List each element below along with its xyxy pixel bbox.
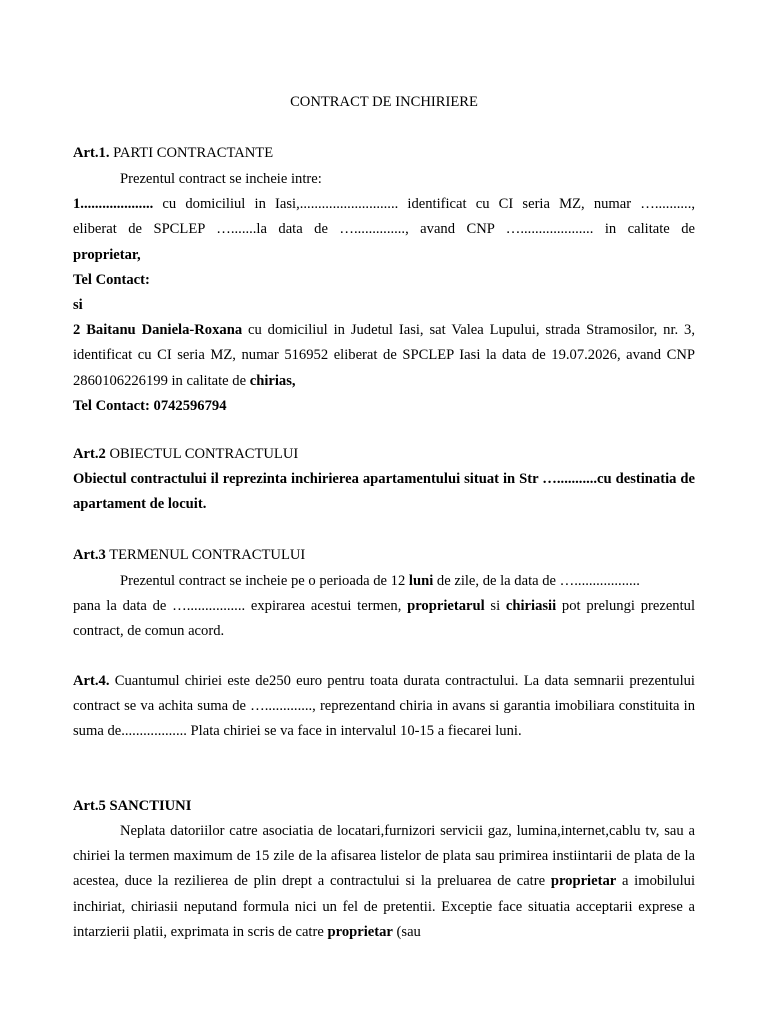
art1-heading-text: PARTI CONTRACTANTE [109, 145, 274, 161]
party1-number: 1.................... [73, 196, 154, 213]
party1-tel-text: Tel Contact: [73, 271, 150, 288]
art2-section [73, 443, 695, 517]
parties-connector [73, 293, 695, 318]
party2-name: Baitanu Daniela-Roxana [86, 322, 243, 339]
art4-heading-number: Art.4. [73, 673, 110, 689]
art1-heading [73, 142, 695, 164]
art3-heading-text: TERMENUL CONTRACTULUI [105, 547, 306, 563]
art3-line2-mid: si [484, 598, 506, 615]
party1-line1 [73, 192, 695, 217]
party2-tel-text: Tel Contact: 0742596794 [73, 397, 227, 414]
party2-details: cu domiciliul in Judetul Iasi, sat Valea Lupului, strada Stramosilor, nr. 3, identificat cu CI seria MZ, numar 516952 eliberat de SPCLEP Iasi la data de 19.07.2026, avand CNP 2860106226199 in calitate de [73, 322, 696, 389]
art4-section [73, 669, 695, 745]
party2-role: chirias, [249, 372, 296, 389]
document-title: CONTRACT DE INCHIRIERE [290, 94, 478, 110]
art3-section [73, 544, 695, 645]
art5-section [73, 795, 695, 945]
art2-heading [73, 443, 695, 465]
art3-line1-b: de zile, de la data de ….................. [433, 573, 640, 589]
art3-line2 [73, 594, 695, 644]
art4-body-text: Cuantumul chiriei este de250 euro pentru toata durata contractului. La data semnarii prezentului contract se va achita suma de …............., reprezentand chiria in avans si garantia imobiliara constituita in suma de.................. Plata chiriei se va face in intervalul 10-15 a fiecarei luni. [73, 673, 695, 740]
art3-tenants: chiriasii [505, 598, 557, 615]
art3-heading [73, 544, 695, 566]
art1-heading-number: Art.1. [73, 145, 110, 161]
art3-heading-number: Art.3 [73, 547, 106, 563]
art3-line1 [73, 569, 695, 594]
art2-body-text: Obiectul contractului il reprezinta inchirierea apartamentului situat in Str …...........cu destinatia de apartament de locuit. [73, 471, 695, 513]
art1-intro: Prezentul contract se incheie intre: [120, 171, 322, 187]
party1-role-text: proprietar, [73, 246, 141, 263]
art3-line1-a: Prezentul contract se incheie pe o perioada de 12 [120, 573, 409, 589]
party2-paragraph [73, 318, 695, 394]
party1-details: cu domiciliul in Iasi,........................... identificat cu CI seria MZ, numar ….........., [153, 196, 695, 213]
party2-tel [73, 394, 695, 419]
art5-body [73, 819, 695, 945]
art5-text-c: (sau [392, 923, 421, 940]
party1-line2: eliberat de SPCLEP ….......la data de ….............., avand CNP ….................... in calitate de [73, 221, 695, 238]
art3-owner: proprietarul [407, 598, 485, 615]
parties-connector-text: si [73, 297, 83, 314]
art5-heading-text: SANCTIUNI [105, 798, 192, 814]
art2-heading-text: OBIECTUL CONTRACTULUI [105, 446, 299, 462]
party1-role [73, 243, 695, 268]
art4-body [73, 669, 695, 745]
art5-text-a: Neplata datoriilor catre asociatia de locatari,furnizori servicii gaz, lumina,internet,cablu tv, sau a chiriei la termen maximum de 15 zile de la afisarea listelor de plata sau primirea instiintarii de plata de la acestea, duce la rezilierea de plin drept a contractului si la preluarea de catre [73, 823, 695, 890]
art1-section [73, 142, 695, 419]
art5-heading [73, 795, 695, 817]
art3-line2-a: pana la data de …................ expirarea acestui termen, [73, 598, 408, 615]
art3-line1-bold: luni [408, 573, 434, 589]
art5-owner-2: proprietar [327, 923, 393, 940]
art2-body [73, 467, 695, 517]
art5-heading-number: Art.5 [73, 798, 106, 814]
party2-number: 2 [73, 322, 87, 339]
art3-line2-b: pot prelungi prezentul contract, de comun acord. [73, 598, 695, 640]
art2-heading-number: Art.2 [73, 446, 106, 462]
art5-owner-1: proprietar [550, 873, 617, 890]
party1-tel [73, 268, 695, 293]
art5-text-b: a imobilului inchiriat, chiriasii neputand formula nici un fel de pretentii. Exceptie face situatia acceptarii exprese a intarzierii platii, exprimata in scris de catre [73, 873, 695, 940]
